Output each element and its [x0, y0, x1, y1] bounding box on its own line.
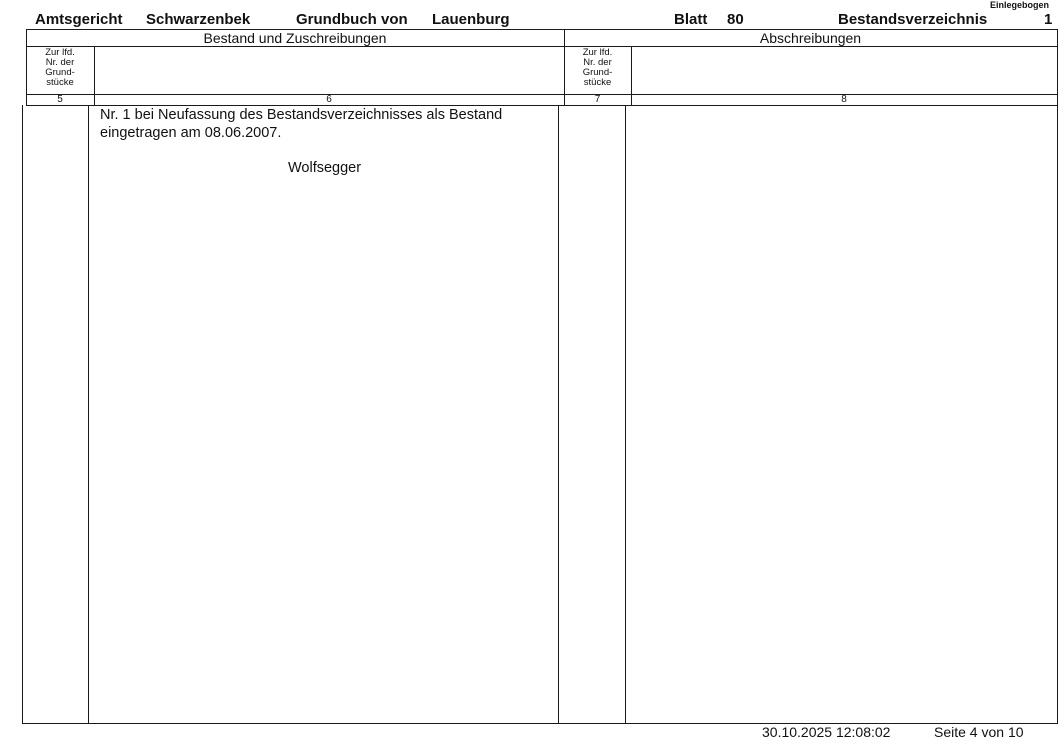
section-title-left: Bestand und Zuschreibungen	[203, 30, 387, 46]
entry-text-line-1: Nr. 1 bei Neufassung des Bestandsverzeichnisses als Bestand	[100, 107, 503, 123]
court-value: Schwarzenbek	[146, 11, 251, 28]
register-value: Lauenburg	[432, 11, 510, 28]
table-right-border	[1057, 29, 1058, 724]
column-number-5: 5	[57, 94, 63, 105]
column-7-8-divider-lower	[625, 105, 626, 724]
column-number-8: 8	[841, 94, 847, 105]
insert-label: Einlegebogen	[990, 0, 1050, 10]
column-head-line: Grund-	[582, 67, 613, 78]
column-head-line: Zur lfd.	[582, 47, 613, 58]
court-label: Amtsgericht	[35, 11, 123, 28]
column-head-5	[26, 48, 94, 88]
table-left-border-lower	[22, 105, 23, 724]
section-divider-lower	[558, 105, 559, 724]
directory-label: Bestandsverzeichnis	[838, 11, 988, 28]
insert-value: 1	[1044, 11, 1053, 28]
sheet-label: Blatt	[674, 11, 708, 28]
column-head-line: Nr. der	[583, 57, 612, 68]
column-head-line: Zur lfd.	[45, 47, 75, 58]
register-label: Grundbuch von	[296, 11, 408, 28]
column-head-7	[564, 48, 631, 88]
column-number-7: 7	[594, 94, 601, 105]
section-title-right: Abschreibungen	[759, 30, 862, 46]
column-head-line: stücke	[583, 77, 612, 88]
column-head-line: stücke	[46, 77, 74, 88]
entry-text-line-2: eingetragen am 08.06.2007.	[100, 125, 282, 141]
entry-signature: Wolfsegger	[288, 160, 362, 176]
column-head-line: Nr. der	[45, 57, 75, 68]
column-head-line: Grund-	[45, 67, 75, 78]
print-timestamp: 30.10.2025 12:08:02	[762, 724, 891, 740]
table-bottom-border	[22, 723, 1058, 724]
section-title-divider	[26, 46, 1058, 47]
page-indicator: Seite 4 von 10	[934, 724, 1024, 740]
sheet-value: 80	[727, 11, 744, 28]
column-5-6-divider-lower	[88, 105, 89, 724]
column-number-6: 6	[326, 94, 332, 105]
